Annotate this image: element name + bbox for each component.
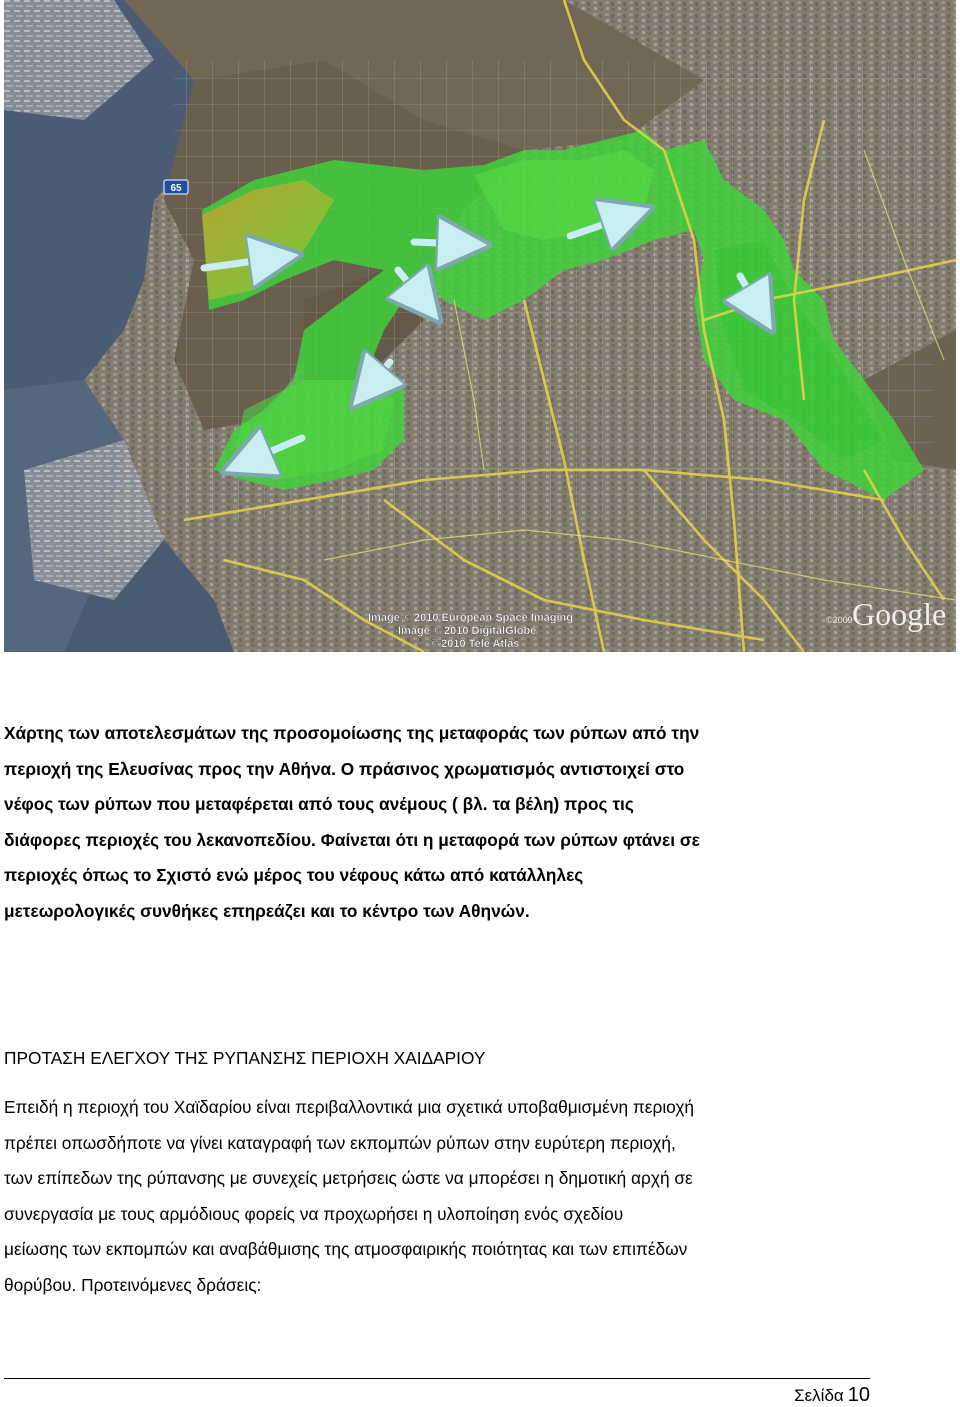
caption-line: διάφορες περιοχές του λεκανοπεδίου. Φαίνεται ότι η μεταφορά των ρύπων φτάνει σε xyxy=(4,829,700,850)
section-body xyxy=(4,1090,868,1304)
caption-line: νέφος των ρύπων που μεταφέρεται από τους ανέμους ( βλ. τα βέλη) προς τις xyxy=(4,794,634,815)
page-number: 10 xyxy=(847,1384,870,1406)
logo-year: ©2009 xyxy=(826,615,853,625)
satellite-map-image xyxy=(4,0,956,652)
credit-line: Image © 2010 DigitalGlobe xyxy=(398,625,537,637)
page-label: Σελίδα xyxy=(794,1386,844,1405)
body-line: συνεργασία με τους αρμόδιους φορείς να προχωρήσει η υλοποίηση ενός σχεδίου xyxy=(4,1203,624,1224)
page-footer xyxy=(794,1384,870,1407)
body-line: των επίπεδων της ρύπανσης με συνεχείς μετρήσεις ώστε να μπορέσει η δημοτική αρχή σε xyxy=(4,1168,693,1189)
body-line: μείωσης των εκπομπών και αναβάθμισης της ατμοσφαιρικής ποιότητας και των επιπέδων xyxy=(4,1239,688,1260)
map-graphic xyxy=(4,0,956,652)
credit-line: © 2010 Tele Atlas xyxy=(430,638,520,650)
map-caption xyxy=(4,716,868,930)
section-heading: ΠΡΟΤΑΣΗ ΕΛΕΓΧΟΥ ΤΗΣ ΡΥΠΑΝΣΗΣ ΠΕΡΙΟΧΗ ΧΑΙΔΑΡΙΟΥ xyxy=(4,1048,486,1068)
body-line: θορύβου. Προτεινόμενες δράσεις: xyxy=(4,1274,262,1295)
caption-line: περιοχές όπως το Σχιστό ενώ μέρος του νέφους κάτω από κατάλληλες xyxy=(4,865,584,886)
body-line: Επειδή η περιοχή του Χαϊδαρίου είναι περιβαλλοντικά μια σχετικά υποβαθμισμένη περιοχή xyxy=(4,1097,695,1117)
credit-line: Image © 2010 European Space Imaging xyxy=(368,612,573,624)
footer-divider xyxy=(4,1378,870,1379)
wind-arrow xyxy=(414,242,464,244)
caption-line: περιοχή της Ελευσίνας προς την Αθήνα. Ο πράσινος χρωματισμός αντιστοιχεί στο xyxy=(4,758,685,779)
road-shield xyxy=(164,180,188,194)
caption-line: Χάρτης των αποτελεσμάτων της προσομοίωσης της μεταφοράς των ρύπων από την xyxy=(4,723,700,743)
body-line: πρέπει οπωσδήποτε να γίνει καταγραφή των εκπομπών ρύπων στην ευρύτερη περιοχή, xyxy=(4,1132,676,1153)
google-logo: Google xyxy=(852,596,947,632)
svg-text:65: 65 xyxy=(170,183,182,194)
caption-line: μετεωρολογικές συνθήκες επηρεάζει και το κέντρο των Αθηνών. xyxy=(4,900,530,921)
